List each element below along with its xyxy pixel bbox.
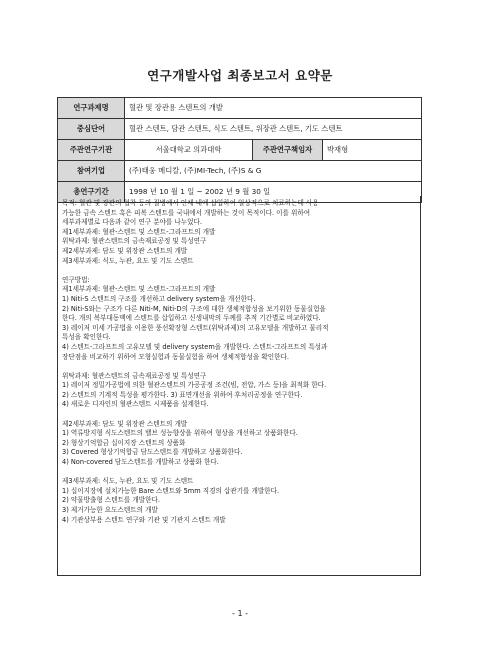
- participating-companies-value: (주)태웅 메디칼, (주)MI-Tech, (주)S & G: [125, 161, 422, 182]
- content-line: 장단점을 비교하기 위하여 모형실험과 동물실험을 하여 생체적합성을 확인한다.: [62, 352, 289, 361]
- content-gap: [62, 362, 416, 372]
- content-line: 1) 레이저 정밀가공법에 의한 혈관스텐트의 가공공정 조건(빔, 전압, 가스 등)을 최적화 한다.: [62, 381, 327, 390]
- institution-value: 서울대학교 의과대학: [125, 140, 253, 161]
- content-line: 4) 기관상부용 스텐트 연구와 기관 및 기관지 스텐트 개발: [62, 515, 226, 524]
- content-line: 위탁과제: 혈관스텐트의 금속재료공정 및 특성연구: [62, 237, 207, 246]
- content-line: 제3세부과제: 식도, 누관, 요도 및 기도 스텐트: [62, 256, 194, 265]
- summary-content: [57, 196, 421, 576]
- research-period-label: 총연구기간: [58, 182, 125, 203]
- content-line: 제2세부과제: 담도 및 위장관 스텐트의 개발: [62, 246, 188, 255]
- page-title: 연구개발사업 최종보고서 요약문: [147, 68, 333, 83]
- keywords-label: 중심단어: [58, 119, 125, 140]
- content-line: 3) 레이저 미세 가공법을 이용한 풍선확장형 스텐트(위탁과제)의 고유모델을 개발하고 물리적: [62, 323, 329, 332]
- content-line: 위탁과제: 혈관스텐트의 금속재료공정 및 특성연구: [62, 371, 207, 380]
- content-line: 특성을 확인한다.: [62, 333, 111, 342]
- content-line: 2) 약물방출형 스텐트를 개발한다.: [62, 496, 160, 505]
- content-line: 가능한 금속 스텐트 혹은 피복 스텐트를 국내에서 개발하는 것이 목적이다. 이를 위하여: [62, 208, 311, 217]
- table-row: [58, 98, 422, 119]
- research-period-value: 1998 년 10 월 1 일 ~ 2002 년 9 월 30 일: [125, 182, 422, 203]
- institution-label: 주관연구기관: [58, 140, 125, 161]
- content-line: 4) Non-covered 담도스텐트를 개발하고 상품화 한다.: [62, 458, 219, 467]
- keywords-value: 혈관 스텐트, 담관 스텐트, 식도 스텐트, 위장관 스텐트, 기도 스텐트: [125, 119, 422, 140]
- table-row: [58, 119, 422, 140]
- principal-researcher-label: 주관연구책임자: [253, 140, 323, 161]
- content-line: 3) Covered 형상기억합금 담도스텐트를 개발하고 상품화한다.: [62, 448, 243, 457]
- content-line: 2) 스텐트의 기계적 특성을 평가한다. 3) 표면개선을 위하여 후처리공정을 연구한다.: [62, 390, 303, 399]
- content-gap: [62, 468, 416, 478]
- content-line: 2) Niti-S와는 구조가 다른 Niti-M, Niti-D의 구조에 대한 생체적합성을 보기위한 동물실험을: [62, 304, 326, 313]
- content-line: 4) 스텐트-그라프트의 고유모델 및 delivery system을 개발한다. 스텐트-그라프트의 특성과: [62, 342, 328, 351]
- content-line: 목적: 혈관 및 장관의 협착 등의 질병에서 인체 내에 삽입하여 일상적으로 치료하는데 사용: [62, 199, 319, 207]
- content-line: 1) 십이지장에 설치가능한 Bare 스텐트와 5mm 직경의 삽관기를 개발한다.: [62, 486, 280, 495]
- content-line: 1) Niti-S 스텐트의 구조를 개선하고 delivery system을 개선한다.: [62, 294, 256, 303]
- content-line: 한다. 개의 복부대동맥에 스텐트를 삽입하고 신생내막의 두께를 추적 기간별로 비교하였다.: [62, 314, 321, 323]
- table-row: [58, 140, 422, 161]
- project-name-label: 연구과제명: [58, 98, 125, 119]
- content-line: 3) 제거가능한 요도스텐트의 개발: [62, 506, 158, 514]
- content-line: 제3세부과제: 식도, 누관, 요도 및 기도 스텐트: [62, 477, 194, 486]
- content-line: 연구방법:: [62, 275, 90, 284]
- principal-researcher-value: 박재형: [323, 140, 422, 161]
- content-line: 제1세부과제: 혈관-스텐트 및 스텐트-그라프트의 개발: [62, 285, 216, 294]
- content-line: 2) 형상기억합금 십이지장 스텐트의 상품화: [62, 438, 186, 447]
- content-gap: [62, 266, 416, 276]
- content-line: 4) 새로운 디자인의 혈관스텐트 시제품을 설계한다.: [62, 400, 209, 409]
- content-line: 세부과제별로 다음과 같이 연구 분야를 나누었다.: [62, 218, 202, 227]
- content-line: 제1세부과제: 혈관-스텐트 및 스텐트-그라프트의 개발: [62, 227, 216, 236]
- content-line: 제2세부과제: 담도 및 위장관 스텐트의 개발: [62, 419, 188, 428]
- project-name-value: 혈관 및 장관용 스텐트의 개발: [125, 98, 422, 119]
- content-line: 1) 역류방지형 식도스텐트의 밸브 성능향상을 위하여 형상을 개선하고 상품화한다.: [62, 429, 298, 438]
- participating-companies-label: 참여기업: [58, 161, 125, 182]
- content-gap: [62, 410, 416, 420]
- page-number: - 1 -: [232, 609, 248, 618]
- table-row: [58, 161, 422, 182]
- summary-info-table: [57, 97, 422, 203]
